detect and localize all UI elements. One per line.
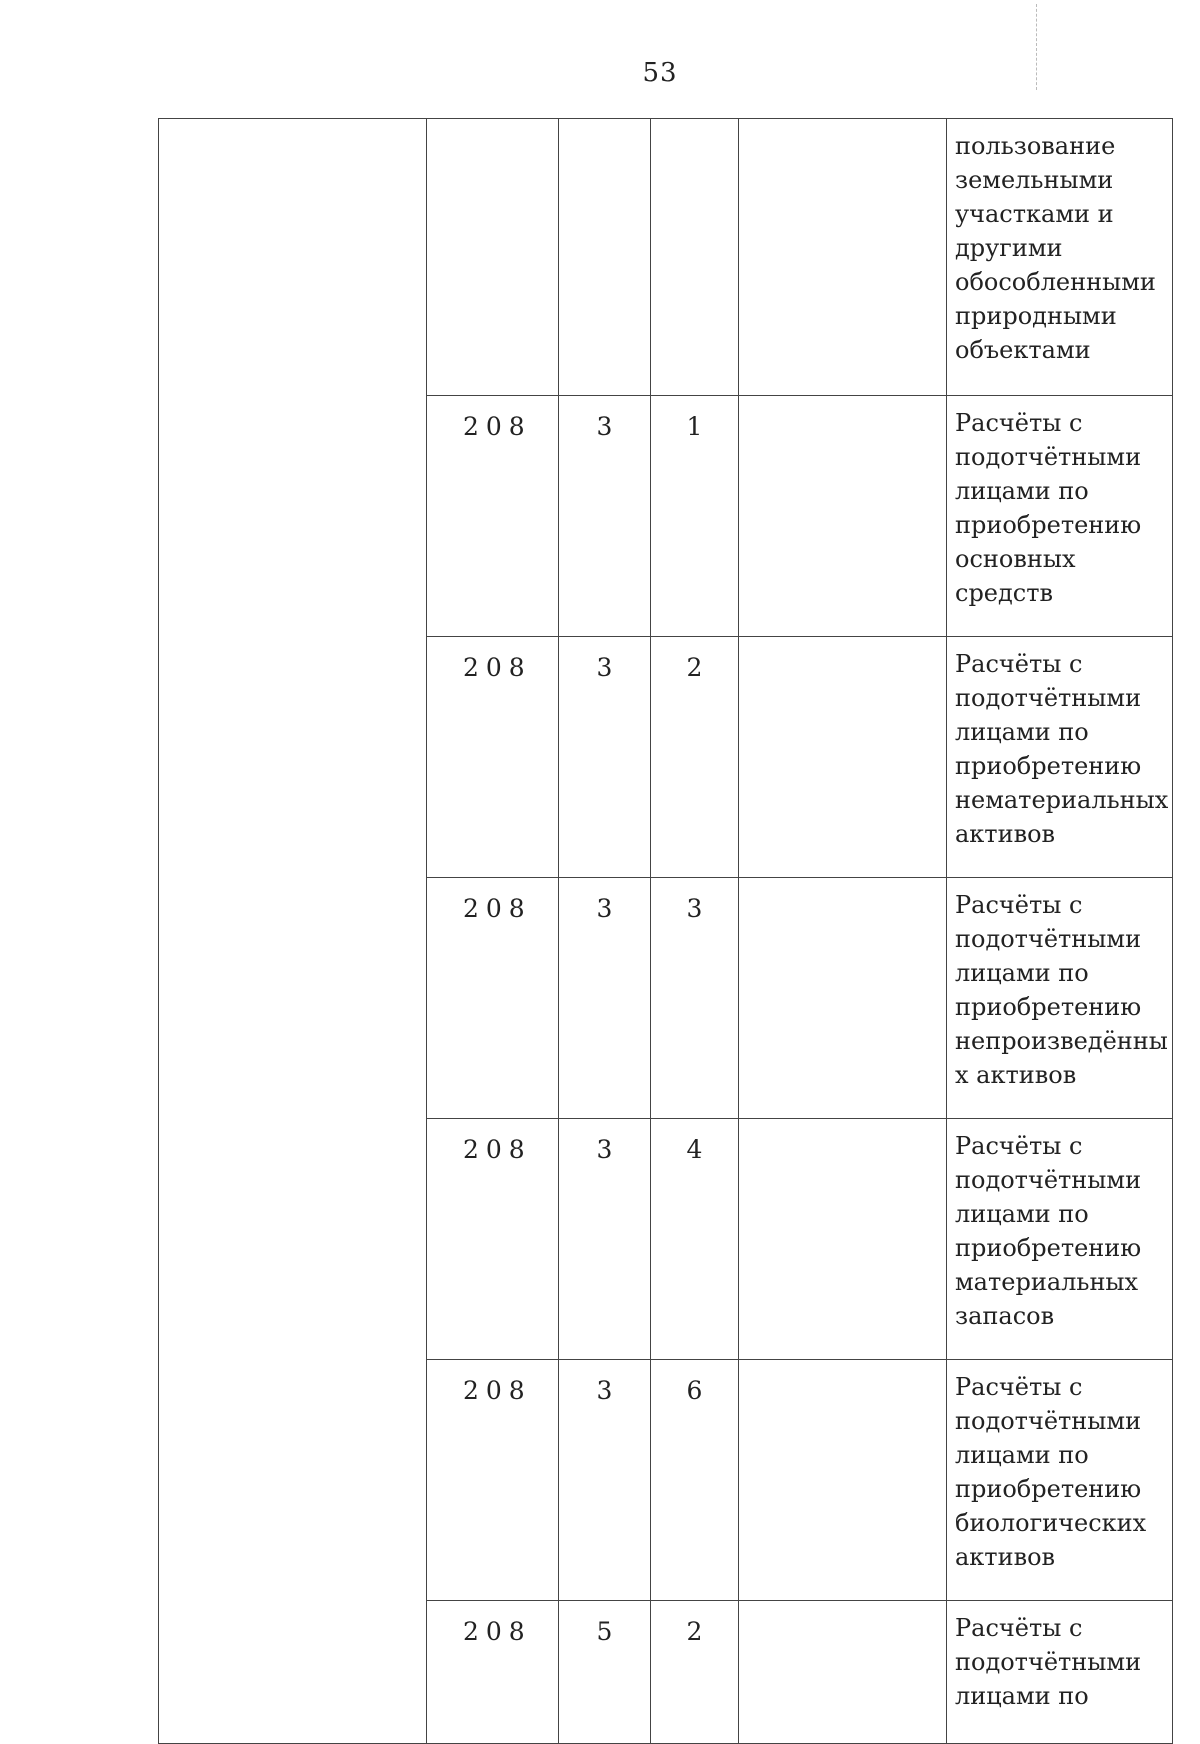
description-cell: Расчёты с подотчётными лицами по приобретению биологических активов	[947, 1360, 1173, 1601]
description-cell: Расчёты с подотчётными лицами по приобретению основных средств	[947, 396, 1173, 637]
code-cell: 2	[651, 637, 739, 878]
code-cell: 3	[559, 878, 651, 1119]
scan-artifact-line	[1036, 4, 1037, 90]
account-cell: 208	[427, 1601, 559, 1744]
empty-cell	[739, 637, 947, 878]
empty-cell	[739, 878, 947, 1119]
account-cell: 208	[427, 637, 559, 878]
account-cell	[427, 119, 559, 396]
description-cell: Расчёты с подотчётными лицами по приобретению нематериальных активов	[947, 637, 1173, 878]
empty-cell	[739, 396, 947, 637]
code-cell	[651, 119, 739, 396]
code-cell: 6	[651, 1360, 739, 1601]
account-cell: 208	[427, 1360, 559, 1601]
empty-cell	[739, 119, 947, 396]
description-cell: Расчёты с подотчётными лицами по приобретению непроизведённы х активов	[947, 878, 1173, 1119]
empty-cell	[739, 1601, 947, 1744]
merged-left-cell	[159, 119, 427, 1744]
code-cell: 1	[651, 396, 739, 637]
empty-cell	[739, 1360, 947, 1601]
code-cell: 3	[559, 637, 651, 878]
accounts-table	[158, 118, 1173, 1744]
code-cell	[559, 119, 651, 396]
table-row	[159, 119, 1173, 396]
code-cell: 2	[651, 1601, 739, 1744]
description-cell: пользование земельными участками и другими обособленными природными объектами	[947, 119, 1173, 396]
code-cell: 3	[651, 878, 739, 1119]
code-cell: 3	[559, 1119, 651, 1360]
page-number: 53	[642, 58, 678, 88]
description-cell: Расчёты с подотчётными лицами по приобретению материальных запасов	[947, 1119, 1173, 1360]
code-cell: 4	[651, 1119, 739, 1360]
description-cell: Расчёты с подотчётными лицами по	[947, 1601, 1173, 1744]
account-cell: 208	[427, 878, 559, 1119]
account-cell: 208	[427, 1119, 559, 1360]
empty-cell	[739, 1119, 947, 1360]
code-cell: 3	[559, 1360, 651, 1601]
code-cell: 5	[559, 1601, 651, 1744]
code-cell: 3	[559, 396, 651, 637]
account-cell: 208	[427, 396, 559, 637]
